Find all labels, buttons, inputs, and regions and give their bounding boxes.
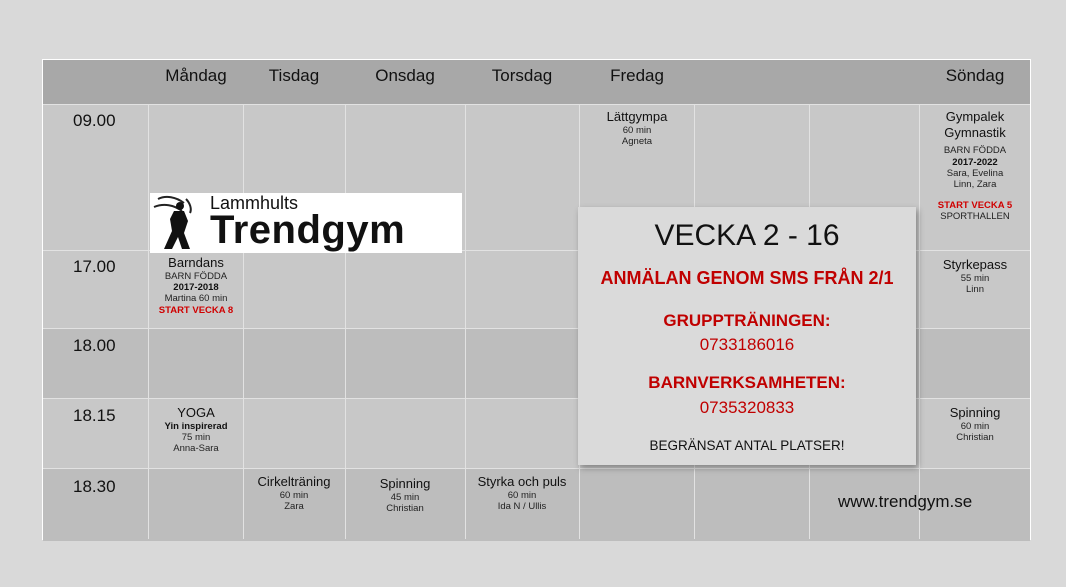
class-leader: Martina 60 min (164, 293, 228, 305)
class-duration: 55 min (960, 272, 990, 284)
dancer-silhouette-icon (150, 193, 210, 253)
class-leaders: Sara, Evelina (946, 167, 1004, 179)
class-leaders-2: Linn, Zara (953, 179, 997, 191)
time-0900: 09.00 (73, 111, 116, 130)
class-leader: Anna-Sara (173, 443, 219, 455)
day-header-wednesday: Onsdag (375, 66, 435, 85)
day-header-sunday: Söndag (945, 66, 1005, 85)
trendgym-logo (150, 193, 462, 253)
website-link[interactable]: www.trendgym.se (838, 492, 973, 511)
notice-child-label: BARNVERKSAMHETEN: (648, 373, 846, 392)
class-name: Barndans (168, 255, 224, 270)
class-spinning-wednesday (380, 476, 431, 514)
class-name-2: Gymnastik (944, 124, 1006, 140)
row-divider (43, 468, 1030, 469)
class-start-week: START VECKA 5 (937, 199, 1013, 211)
column-divider (148, 104, 149, 539)
class-name: YOGA (177, 405, 215, 420)
class-gympalek (938, 109, 1012, 223)
class-info: BARN FÖDDA (943, 145, 1007, 157)
class-name: Gympalek (945, 109, 1005, 124)
notice-child-phone: 0735320833 (699, 398, 795, 417)
row-divider (43, 104, 1030, 105)
class-location: SPORTHALLEN (940, 211, 1010, 223)
time-1815: 18.15 (73, 406, 116, 425)
time-1700: 17.00 (73, 257, 116, 276)
class-duration: 75 min (181, 431, 211, 443)
notice-sms: ANMÄLAN GENOM SMS FRÅN 2/1 (600, 268, 894, 288)
notice-group-phone: 0733186016 (699, 335, 795, 354)
class-years: 2017-2022 (952, 156, 998, 168)
class-cirkeltraning (258, 474, 331, 512)
day-header-thursday: Torsdag (491, 66, 553, 85)
class-name: Lättgympa (606, 109, 668, 124)
class-duration: 60 min (622, 124, 652, 136)
class-duration: 60 min (279, 489, 309, 501)
class-styrka-och-puls (478, 474, 567, 512)
class-lattgympa (607, 109, 668, 147)
time-1800: 18.00 (73, 336, 116, 355)
class-yoga (165, 405, 228, 455)
class-name: Spinning (949, 405, 1001, 420)
logo-small-text: Lammhults (210, 193, 299, 213)
class-leader: Agneta (621, 135, 653, 147)
class-duration: 60 min (960, 420, 990, 432)
day-header-friday: Fredag (610, 66, 664, 85)
day-header-monday: Måndag (165, 66, 227, 85)
class-leader: Christian (956, 431, 994, 443)
class-name: Styrkepass (942, 257, 1008, 272)
class-info: BARN FÖDDA (164, 270, 228, 282)
notice-week: VECKA 2 - 16 (654, 219, 840, 252)
class-duration: 45 min (390, 491, 420, 503)
class-subtitle: Yin inspirerad (164, 420, 228, 432)
class-leader: Zara (284, 500, 304, 512)
class-name: Spinning (379, 476, 431, 491)
column-divider (345, 104, 346, 539)
class-barndans (159, 255, 233, 316)
class-start-week: START VECKA 8 (158, 304, 234, 316)
class-duration: 60 min (507, 489, 537, 501)
class-name: Cirkelträning (257, 474, 331, 489)
notice-group-label: GRUPPTRÄNINGEN: (663, 311, 831, 330)
registration-notice (578, 207, 916, 465)
notice-limited: BEGRÄNSAT ANTAL PLATSER! (649, 438, 845, 453)
class-leader: Linn (966, 283, 984, 295)
column-divider (243, 104, 244, 539)
column-divider (919, 104, 920, 539)
class-name: Styrka och puls (477, 474, 567, 489)
time-1830: 18.30 (73, 477, 116, 496)
class-leader: Ida N / Ullis (497, 500, 547, 512)
column-divider (465, 104, 466, 539)
class-years: 2017-2018 (173, 281, 219, 293)
class-styrkepass (943, 257, 1007, 295)
day-header-tuesday: Tisdag (268, 66, 320, 85)
logo-big-text: Trendgym (210, 208, 406, 252)
class-leader: Christian (386, 502, 424, 514)
class-spinning-sunday (950, 405, 1001, 443)
